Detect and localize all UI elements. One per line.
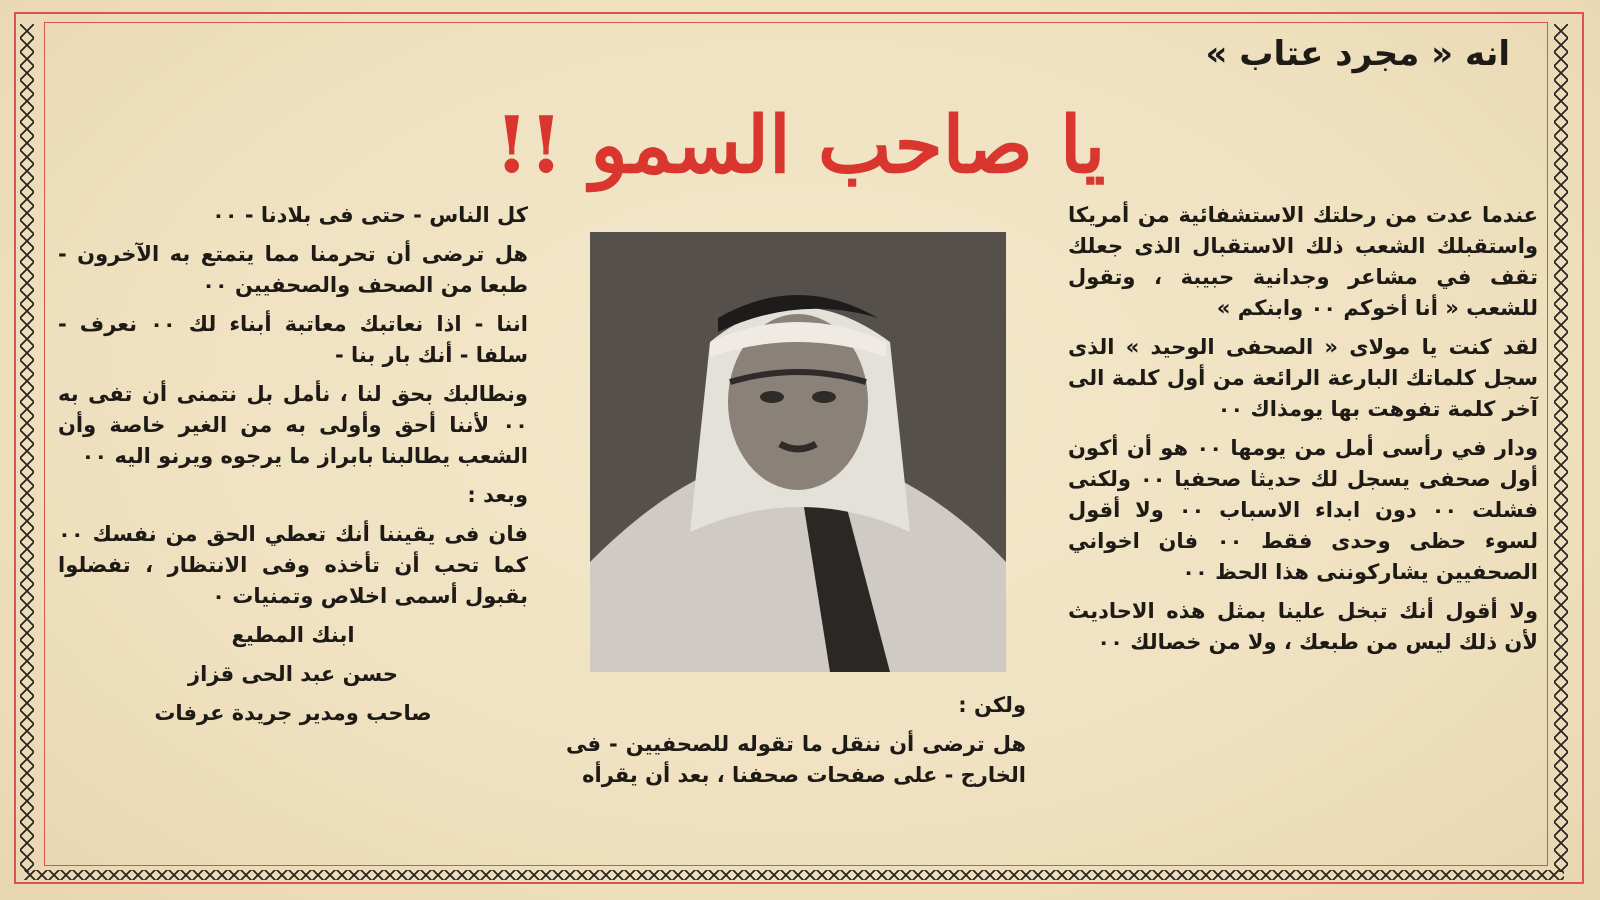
portrait-photo: [590, 232, 1006, 672]
paragraph: اننا - اذا نعاتبك معاتبة أبناء لك ٠٠ نعرف - سلفا - أنك بار بنا -: [58, 312, 528, 367]
paragraph: كل الناس - حتى فى بلادنا - ٠٠: [211, 203, 528, 227]
paragraph: لقد كنت يا مولاى « الصحفى الوحيد » الذى سجل كلماتك البارعة الرائعة من أول كلمة الى آخر كلمة تفوهت بها يومذاك ٠٠: [1068, 335, 1538, 421]
middle-column: [566, 690, 1026, 799]
left-column: [58, 200, 528, 737]
paragraph-lead: ولكن :: [958, 693, 1026, 717]
paragraph: ودار في رأسى أمل من يومها ٠٠ هو أن أكون أول صحفى يسجل لك حديثا صحفيا ٠٠ ولكنى فشلت ٠٠ دون ابداء الاسباب ٠٠ ولا أقول لسوء حظى وحدى فقط ٠٠ فان اخواني الصحفيين يشاركوننى هذا الحظ ٠٠: [1068, 436, 1539, 584]
paragraph: وبعد :: [467, 483, 528, 507]
left-zigzag-border: [20, 24, 34, 872]
paragraph: عندما عدت من رحلتك الاستشفائية من أمريكا واستقبلك الشعب ذلك الاستقبال الذى جعلك تقف في مشاعر وجدانية حبيبة ، وتقول للشعب « أنا أخوكم ٠٠ وابنكم »: [1068, 203, 1538, 320]
paragraph: هل ترضى أن ننقل ما تقوله للصحفيين - فى الخارج - على صفحات صحفنا ، بعد أن يقرأه: [566, 732, 1026, 787]
signature-title: صاحب ومدير جريدة عرفات: [154, 701, 432, 725]
paragraph: فان فى يقيننا أنك تعطي الحق من نفسك ٠٠ كما تحب أن تأخذه وفى الانتظار ، تفضلوا بقبول أسمى اخلاص وتمنيات ٠: [58, 522, 528, 608]
bottom-zigzag-border: [24, 870, 1564, 880]
paragraph: ولا أقول أنك تبخل علينا بمثل هذه الاحاديث لأن ذلك ليس من طبعك ، ولا من خصالك ٠٠: [1068, 599, 1538, 654]
paragraph: هل ترضى أن تحرمنا مما يتمتع به الآخرون - طبعا من الصحف والصحفيين ٠٠: [58, 242, 528, 297]
right-column: [1068, 200, 1538, 666]
portrait-illustration: [590, 232, 1006, 672]
headline: يا صاحب السمو !!: [494, 100, 1106, 191]
signature-name: حسن عبد الحى قزاز: [188, 662, 398, 686]
right-zigzag-border: [1554, 24, 1568, 872]
paragraph: ونطالبك بحق لنا ، نأمل بل نتمنى أن تفى به ٠٠ لأننا أحق وأولى به من الغير خاصة وأن الشعب يطالبنا بابراز ما يرجوه ويرنو اليه ٠٠: [58, 382, 528, 468]
kicker-line: انه « مجرد عتاب »: [1205, 34, 1510, 74]
signature-line: ابنك المطيع: [231, 623, 355, 647]
